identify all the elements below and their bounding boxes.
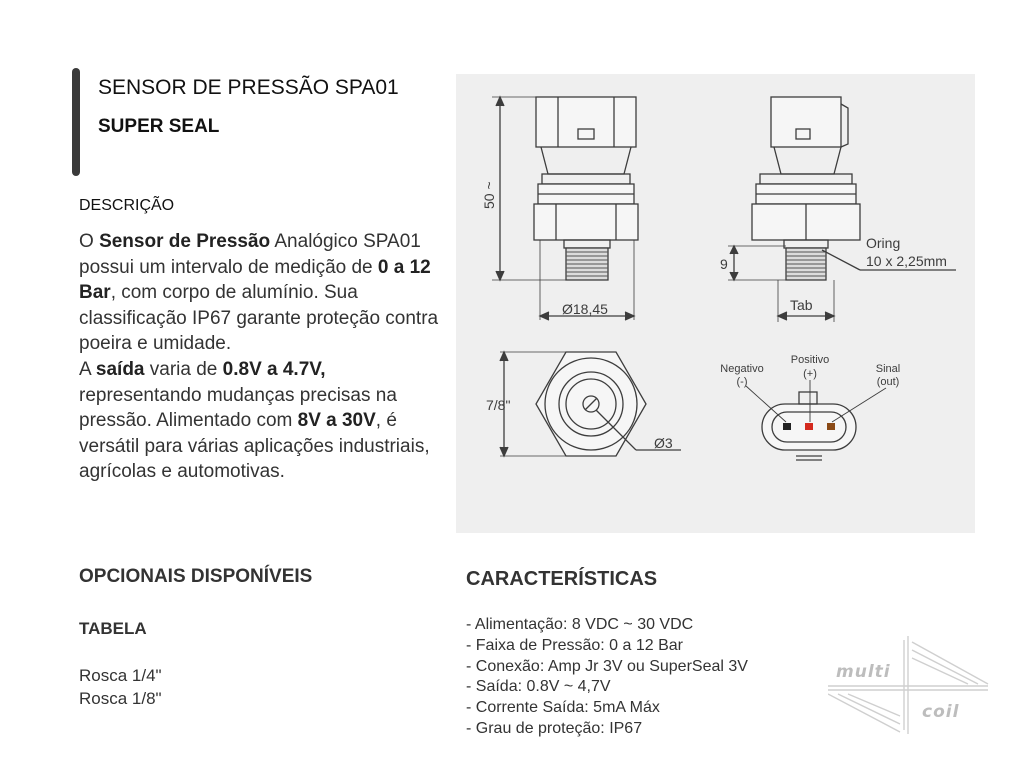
pin-signal-label: Sinal <box>875 363 901 375</box>
pin-negative-label: Negativo <box>720 363 764 375</box>
tab-label: Tab <box>790 297 813 313</box>
pin-positive-label: Positivo <box>790 354 830 366</box>
dim-hex-label: 7/8" <box>486 397 511 413</box>
list-item: - Corrente Saída: 5mA Máx <box>466 699 660 717</box>
list-item: - Grau de proteção: IP67 <box>466 719 643 737</box>
optionals-heading: OPCIONAIS DISPONÍVEIS <box>79 566 313 587</box>
list-item: - Saída: 0.8V ~ 4,7V <box>466 678 611 696</box>
pin-negative-icon <box>783 423 791 430</box>
product-title: SENSOR DE PRESSÃO SPA01 <box>98 76 399 99</box>
logo-word-multi: multi <box>836 662 891 682</box>
dim-diameter-label: Ø18,45 <box>562 301 608 317</box>
side-view <box>728 97 956 322</box>
oring-size-label: 10 x 2,25mm <box>866 253 947 269</box>
list-item: - Alimentação: 8 VDC ~ 30 VDC <box>466 616 694 633</box>
product-subtitle: SUPER SEAL <box>98 116 220 137</box>
logo-word-coil: coil <box>922 702 960 722</box>
optionals-list <box>79 664 162 710</box>
pin-positive-sign: (+) <box>803 368 817 380</box>
list-item: Rosca 1/8" <box>79 689 162 708</box>
multicoil-logo <box>828 632 990 738</box>
list-item: - Conexão: Amp Jr 3V ou SuperSeal 3V <box>466 657 748 675</box>
description-body: O Sensor de Pressão Analógico SPA01 possui um intervalo de medição de 0 a 12 Bar, com corpo de alumínio. Sua classificação IP67 garante proteção contra poeira e umidade. A saída varia de 0.8V a 4.7V, representando mudanças precisas na pressão. Alimentado com 8V a 30V, é versátil para várias aplicações industriais, agrícolas e automotivas. <box>79 231 439 483</box>
oring-label: Oring <box>866 235 901 251</box>
characteristics-heading: CARACTERÍSTICAS <box>466 568 658 590</box>
pin-signal-icon <box>827 423 835 430</box>
dim-height-label: 50 ~ <box>481 181 497 209</box>
sensor-technical-drawing <box>456 74 975 533</box>
pin-positive-icon <box>805 423 813 430</box>
pin-signal-sign: (out) <box>876 376 900 388</box>
dim-thread-label: 9 <box>720 256 728 272</box>
connector-pinout <box>746 380 886 460</box>
description-heading: DESCRIÇÃO <box>79 197 175 214</box>
list-item: - Faixa de Pressão: 0 a 12 Bar <box>466 636 683 654</box>
dim-hole-label: Ø3 <box>654 435 673 451</box>
title-accent-bar <box>72 68 80 176</box>
optionals-table-label: TABELA <box>79 619 147 638</box>
front-view <box>492 97 638 320</box>
list-item: Rosca 1/4" <box>79 666 162 685</box>
characteristics-list <box>466 615 748 740</box>
pin-negative-sign: (-) <box>736 376 748 388</box>
